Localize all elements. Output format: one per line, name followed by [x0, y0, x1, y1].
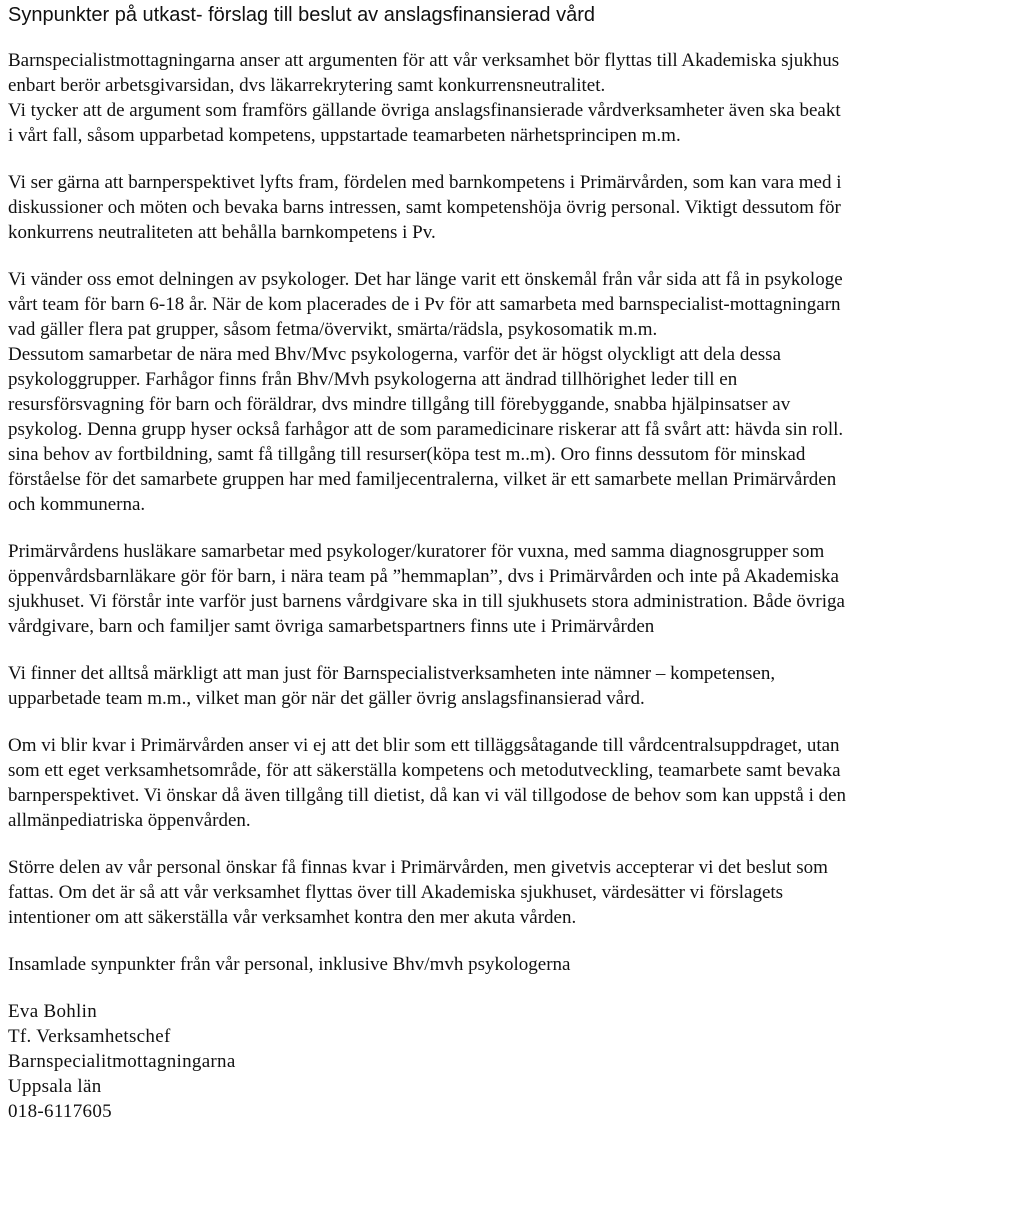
- document-body: [8, 48, 1024, 1124]
- signature-role: Tf. Verksamhetschef: [8, 1026, 171, 1047]
- signature-unit: Barnspecialitmottagningarna: [8, 1051, 236, 1072]
- paragraph-staff-wish: [8, 855, 1024, 930]
- text-line: intentioner om att säkerställa vår verksamhet kontra den mer akuta vården.: [8, 907, 577, 928]
- paragraph-remarkable: [8, 661, 1024, 711]
- signature-phone: 018-6117605: [8, 1101, 112, 1122]
- text-line: Om vi blir kvar i Primärvården anser vi ej att det blir som ett tilläggsåtagande till vårdcentralsuppdraget, utan: [8, 735, 840, 756]
- text-line: psykologgrupper. Farhågor finns från Bhv/Mvh psykologerna att ändrad tillhörighet leder till en: [8, 369, 738, 390]
- text-line: Större delen av vår personal önskar få finnas kvar i Primärvården, men givetvis accepterar vi det beslut som: [8, 857, 828, 878]
- text-line: öppenvårdsbarnläkare gör för barn, i nära team på ”hemmaplan”, dvs i Primärvården och inte på Akademiska: [8, 566, 839, 587]
- text-line: Insamlade synpunkter från vår personal, inklusive Bhv/mvh psykologerna: [8, 954, 571, 975]
- text-line: vad gäller flera pat grupper, såsom fetma/övervikt, smärta/rädsla, psykosomatik m.m.: [8, 319, 658, 340]
- text-line: Barnspecialistmottagningarna anser att argumenten för att vår verksamhet bör flyttas till Akademiska sjukhus: [8, 50, 840, 71]
- text-line: psykolog. Denna grupp hyser också farhågor att de som paramedicinare riskerar att få svårt att: hävda sin roll.: [8, 419, 844, 440]
- text-line: Vi vänder oss emot delningen av psykologer. Det har länge varit ett önskemål från vår sida att få in psykologe: [8, 269, 843, 290]
- text-line: Primärvårdens husläkare samarbetar med psykologer/kuratorer för vuxna, med samma diagnosgrupper som: [8, 541, 825, 562]
- text-line: allmänpediatriska öppenvården.: [8, 810, 251, 831]
- text-line: i vårt fall, såsom upparbetad kompetens, uppstartade teamarbeten närhetsprincipen m.m.: [8, 125, 681, 146]
- text-line: resursförsvagning för barn och föräldrar, dvs mindre tillgång till förebyggande, snabba hjälpinsatser av: [8, 394, 791, 415]
- text-line: upparbetade team m.m., vilket man gör när det gäller övrig anslagsfinansierad vård.: [8, 688, 645, 709]
- text-line: vårt team för barn 6-18 år. När de kom placerades de i Pv för att samarbeta med barnspecialist-mottagningarn: [8, 294, 841, 315]
- paragraph-argument: [8, 48, 1024, 148]
- text-line: Vi tycker att de argument som framförs gällande övriga anslagsfinansierade vårdverksamheter även ska beakt: [8, 100, 841, 121]
- text-line: barnperspektivet. Vi önskar då även tillgång till dietist, då kan vi väl tillgodose de behov som kan uppstå i den: [8, 785, 847, 806]
- text-line: Vi finner det alltså märkligt att man just för Barnspecialistverksamheten inte nämner – kompetensen,: [8, 663, 776, 684]
- signature-name: Eva Bohlin: [8, 1001, 98, 1022]
- text-line: diskussioner och möten och bevaka barns intressen, samt kompetenshöja övrig personal. Viktigt dessutom för: [8, 197, 841, 218]
- text-line: enbart berör arbetsgivarsidan, dvs läkarrekrytering samt konkurrensneutralitet.: [8, 75, 606, 96]
- text-line: konkurrens neutraliteten att behålla barnkompetens i Pv.: [8, 222, 436, 243]
- text-line: sina behov av fortbildning, samt få tillgång till resurser(köpa test m..m). Oro finns dessutom för minskad: [8, 444, 806, 465]
- text-line: fattas. Om det är så att vår verksamhet flyttas över till Akademiska sjukhuset, värdesätter vi förslagets: [8, 882, 784, 903]
- text-line: och kommunerna.: [8, 494, 146, 515]
- signature-region: Uppsala län: [8, 1076, 102, 1097]
- text-line: sjukhuset. Vi förstår inte varför just barnens vårdgivare ska in till sjukhusets stora administration. Både övriga: [8, 591, 845, 612]
- text-line: Vi ser gärna att barnperspektivet lyfts fram, fördelen med barnkompetens i Primärvården, som kan vara med i: [8, 172, 842, 193]
- text-line: Dessutom samarbetar de nära med Bhv/Mvc psykologerna, varför det är högst olyckligt att dela dessa: [8, 344, 781, 365]
- paragraph-collected: [8, 952, 1024, 977]
- text-line: vårdgivare, barn och familjer samt övriga samarbetspartners finns ute i Primärvården: [8, 616, 655, 637]
- text-line: som ett eget verksamhetsområde, för att säkerställa kompetens och metodutveckling, teamarbete samt bevaka: [8, 760, 841, 781]
- signature-block: [8, 999, 1024, 1124]
- paragraph-primary-care: [8, 539, 1024, 639]
- paragraph-psychologists: [8, 267, 1024, 517]
- document-title: Synpunkter på utkast- förslag till beslut av anslagsfinansierad vård: [8, 4, 595, 26]
- paragraph-remain: [8, 733, 1024, 833]
- text-line: förståelse för det samarbete gruppen har med familjecentralerna, vilket är ett samarbete mellan Primärvården: [8, 469, 837, 490]
- paragraph-child-perspective: [8, 170, 1024, 245]
